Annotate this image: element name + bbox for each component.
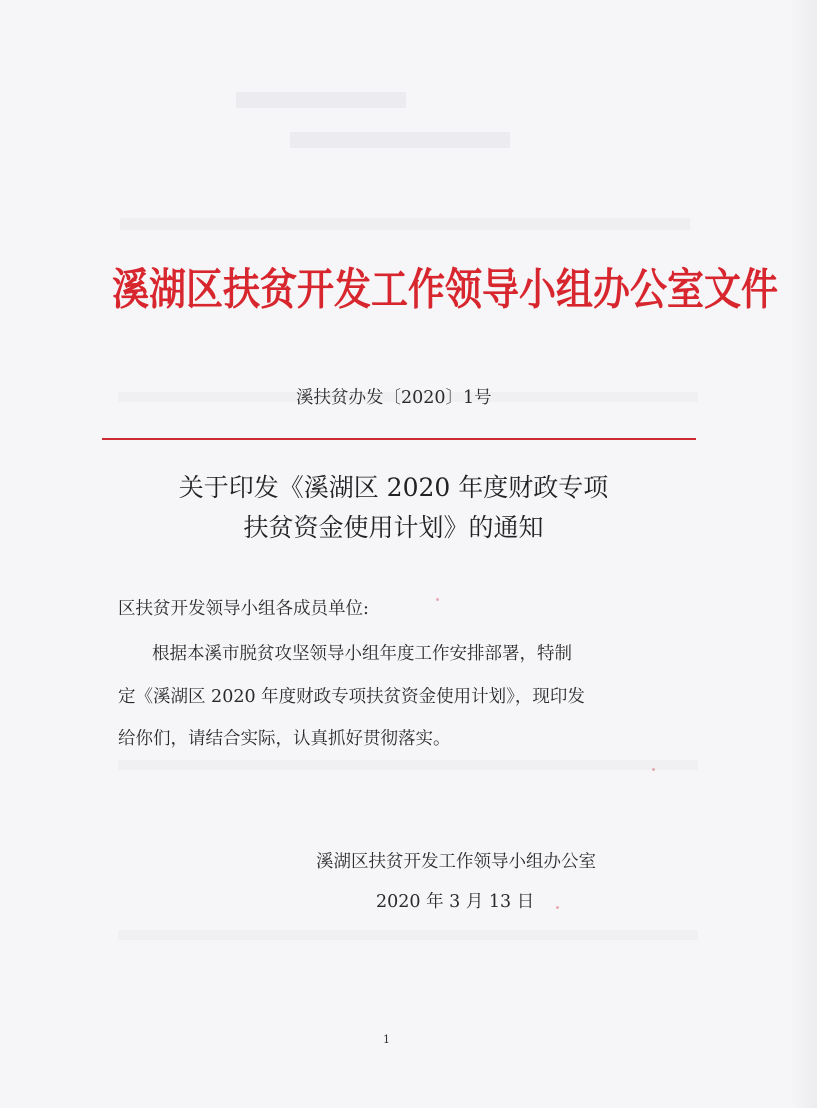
signature-date: 2020 年 3 月 13 日 [376, 892, 535, 912]
body-paragraph-line-3: 给你们，请结合实际，认真抓好贯彻落实。 [118, 729, 451, 749]
scan-speck [652, 768, 655, 771]
bleed-through-mark [120, 218, 690, 230]
issuer-banner: 溪湖区扶贫开发工作领导小组办公室文件 [112, 263, 778, 316]
page-edge-shadow [789, 0, 817, 1108]
signature-issuer: 溪湖区扶贫开发工作领导小组办公室 [316, 852, 596, 872]
body-paragraph-line-2: 定《溪湖区 2020 年度财政专项扶贫资金使用计划》，现印发 [118, 687, 585, 707]
red-divider-line [102, 438, 696, 440]
scan-speck [556, 906, 559, 909]
document-title-line-2: 扶贫资金使用计划》的通知 [243, 513, 544, 542]
scan-speck [180, 292, 183, 295]
body-paragraph-line-1: 根据本溪市脱贫攻坚领导小组年度工作安排部署，特制 [152, 644, 572, 664]
scan-speck [436, 598, 439, 601]
addressee: 区扶贫开发领导小组各成员单位: [118, 599, 369, 619]
bleed-through-mark [290, 132, 510, 148]
page-number: 1 [383, 1033, 390, 1046]
bleed-through-mark [118, 930, 698, 940]
bleed-through-mark [118, 760, 698, 770]
document-number: 溪扶贫办发〔2020〕1号 [296, 388, 492, 408]
bleed-through-mark [236, 92, 406, 108]
document-title-line-1: 关于印发《溪湖区 2020 年度财政专项 [178, 473, 609, 502]
